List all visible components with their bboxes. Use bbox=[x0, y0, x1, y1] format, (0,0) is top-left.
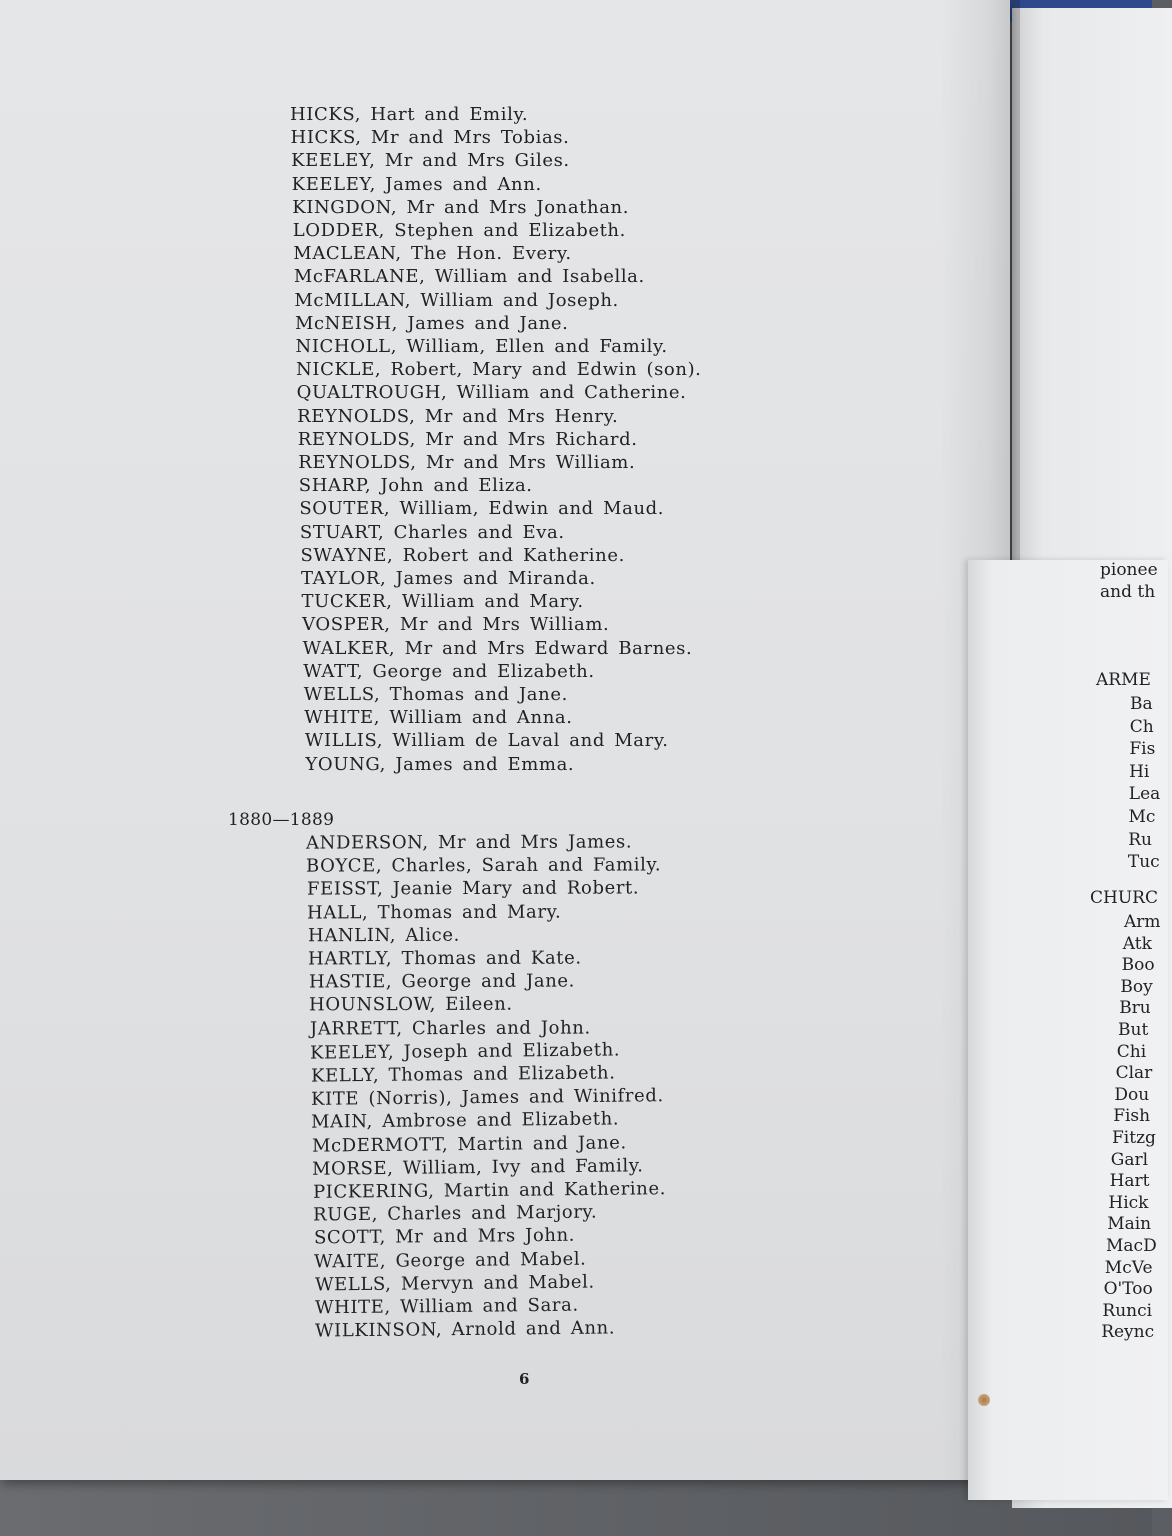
settler-entry: McFARLANE, William and Isabella. bbox=[293, 266, 645, 288]
right-list-entry: Clar bbox=[1115, 1063, 1153, 1084]
right-list-entry: Bru bbox=[1119, 998, 1151, 1019]
right-list-entry: Reync bbox=[1101, 1322, 1155, 1343]
settler-entry: McDERMOTT, Martin and Jane. bbox=[311, 1131, 627, 1157]
settler-entry: KEELEY, Mr and Mrs Giles. bbox=[291, 150, 570, 172]
settler-entry: TAYLOR, James and Miranda. bbox=[301, 568, 596, 589]
settler-entry: STUART, Charles and Eva. bbox=[299, 521, 565, 543]
settler-entry: JARRETT, Charles and John. bbox=[309, 1017, 591, 1040]
settler-entry: HICKS, Hart and Emily. bbox=[290, 104, 529, 125]
right-heading-arme: ARME bbox=[1096, 670, 1151, 690]
settler-entry: SHARP, John and Eliza. bbox=[298, 475, 533, 497]
settler-entry: WAITE, George and Mabel. bbox=[313, 1248, 587, 1273]
right-list-entry: Lea bbox=[1128, 784, 1161, 805]
paper-stain bbox=[978, 1394, 990, 1406]
settler-entry: RUGE, Charles and Marjory. bbox=[313, 1201, 598, 1226]
settler-entry: HASTIE, George and Jane. bbox=[308, 970, 575, 993]
settler-entry: KEELEY, Joseph and Elizabeth. bbox=[309, 1039, 621, 1064]
settler-entry: REYNOLDS, Mr and Mrs William. bbox=[298, 452, 636, 473]
right-list-entry: Ba bbox=[1130, 694, 1153, 714]
settler-entry: SWAYNE, Robert and Katherine. bbox=[300, 544, 625, 566]
settler-entry: WHITE, William and Anna. bbox=[304, 707, 573, 729]
right-list-entry: Chi bbox=[1116, 1041, 1147, 1062]
settler-entry: WHITE, William and Sara. bbox=[314, 1294, 579, 1319]
settler-entry: MORSE, William, Ivy and Family. bbox=[312, 1155, 644, 1180]
right-heading-churc: CHURC bbox=[1090, 888, 1158, 908]
settler-entry: KITE (Norris), James and Winifred. bbox=[310, 1085, 664, 1111]
right-list-entry: Hick bbox=[1108, 1192, 1149, 1213]
settler-entry: BOYCE, Charles, Sarah and Family. bbox=[306, 854, 662, 877]
right-list-entry: Fitzg bbox=[1112, 1128, 1156, 1148]
settler-entry: WILLIS, William de Laval and Mary. bbox=[304, 730, 669, 752]
settler-entry: McNEISH, James and Jane. bbox=[294, 312, 569, 334]
right-list-entry: Boy bbox=[1120, 976, 1153, 997]
settler-entry: KEELEY, James and Ann. bbox=[291, 173, 542, 195]
settler-entry: MAIN, Ambrose and Elizabeth. bbox=[311, 1108, 620, 1134]
settler-entry: QUALTROUGH, William and Catherine. bbox=[296, 382, 687, 404]
right-list-entry: Ch bbox=[1129, 716, 1154, 737]
right-list-entry: Main bbox=[1107, 1214, 1152, 1235]
right-intro-line-1: pionee bbox=[1100, 560, 1158, 580]
settler-entry: WELLS, Mervyn and Mabel. bbox=[314, 1271, 595, 1296]
right-list-entry: Fish bbox=[1113, 1106, 1151, 1127]
settler-entry: HICKS, Mr and Mrs Tobias. bbox=[290, 127, 570, 149]
settler-entry: HARTLY, Thomas and Kate. bbox=[308, 947, 582, 970]
settler-entry: McMILLAN, William and Joseph. bbox=[294, 289, 619, 311]
settler-entry: LODDER, Stephen and Elizabeth. bbox=[292, 220, 626, 241]
right-list-entry: But bbox=[1118, 1020, 1149, 1040]
settler-entry: NICKLE, Robert, Mary and Edwin (son). bbox=[296, 359, 702, 381]
right-list-entry: McVe bbox=[1104, 1257, 1153, 1278]
settler-entry: KELLY, Thomas and Elizabeth. bbox=[310, 1062, 616, 1087]
settler-entry: WALKER, Mr and Mrs Edward Barnes. bbox=[302, 637, 693, 659]
settler-entry: REYNOLDS, Mr and Mrs Richard. bbox=[297, 428, 638, 450]
right-list-entry: Arm bbox=[1124, 912, 1161, 932]
right-list-entry: Garl bbox=[1110, 1149, 1149, 1170]
settler-entry: REYNOLDS, Mr and Mrs Henry. bbox=[297, 405, 619, 427]
right-intro-line-2: and th bbox=[1100, 582, 1156, 602]
settler-entry: FEISST, Jeanie Mary and Robert. bbox=[306, 877, 640, 900]
settler-entry: MACLEAN, The Hon. Every. bbox=[293, 243, 572, 265]
settler-entry: KINGDON, Mr and Mrs Jonathan. bbox=[292, 196, 630, 218]
settler-entry: HOUNSLOW, Eileen. bbox=[309, 994, 513, 1016]
right-list-entry: Atk bbox=[1122, 933, 1152, 954]
right-list-entry: Ru bbox=[1128, 829, 1152, 850]
settler-entry: SOUTER, William, Edwin and Maud. bbox=[299, 498, 665, 520]
settler-entry: TUCKER, William and Mary. bbox=[301, 591, 584, 613]
right-list-entry: MacD bbox=[1106, 1236, 1157, 1256]
settler-entry: PICKERING, Martin and Katherine. bbox=[312, 1178, 666, 1203]
right-list-entry: Mc bbox=[1128, 807, 1156, 827]
settler-entry: YOUNG, James and Emma. bbox=[305, 753, 575, 775]
settler-entry: WILKINSON, Arnold and Ann. bbox=[315, 1317, 616, 1342]
settler-entry: WELLS, Thomas and Jane. bbox=[303, 684, 568, 705]
settler-entry: ANDERSON, Mr and Mrs James. bbox=[305, 831, 633, 854]
settler-entry: SCOTT, Mr and Mrs John. bbox=[313, 1225, 575, 1249]
right-list-entry: Boo bbox=[1121, 955, 1155, 976]
right-list-entry: O'Too bbox=[1103, 1279, 1153, 1300]
settler-entry: NICHOLL, William, Ellen and Family. bbox=[295, 336, 668, 357]
right-list-entry: Dou bbox=[1114, 1084, 1150, 1105]
decade-heading: 1880—1889 bbox=[228, 810, 335, 830]
right-list-entry: Hart bbox=[1109, 1171, 1150, 1192]
settler-entry: VOSPER, Mr and Mrs William. bbox=[302, 614, 610, 636]
right-page bbox=[968, 560, 1168, 1500]
settler-entry: HALL, Thomas and Mary. bbox=[307, 901, 562, 924]
right-list-entry: Runci bbox=[1102, 1300, 1153, 1321]
right-list-entry: Fis bbox=[1129, 739, 1156, 760]
right-list-entry: Tuc bbox=[1127, 852, 1160, 873]
page-number: 6 bbox=[519, 1370, 530, 1388]
settler-entry: WATT, George and Elizabeth. bbox=[303, 660, 595, 682]
right-list-entry: Hi bbox=[1129, 761, 1150, 782]
settler-entry: HANLIN, Alice. bbox=[307, 924, 460, 947]
